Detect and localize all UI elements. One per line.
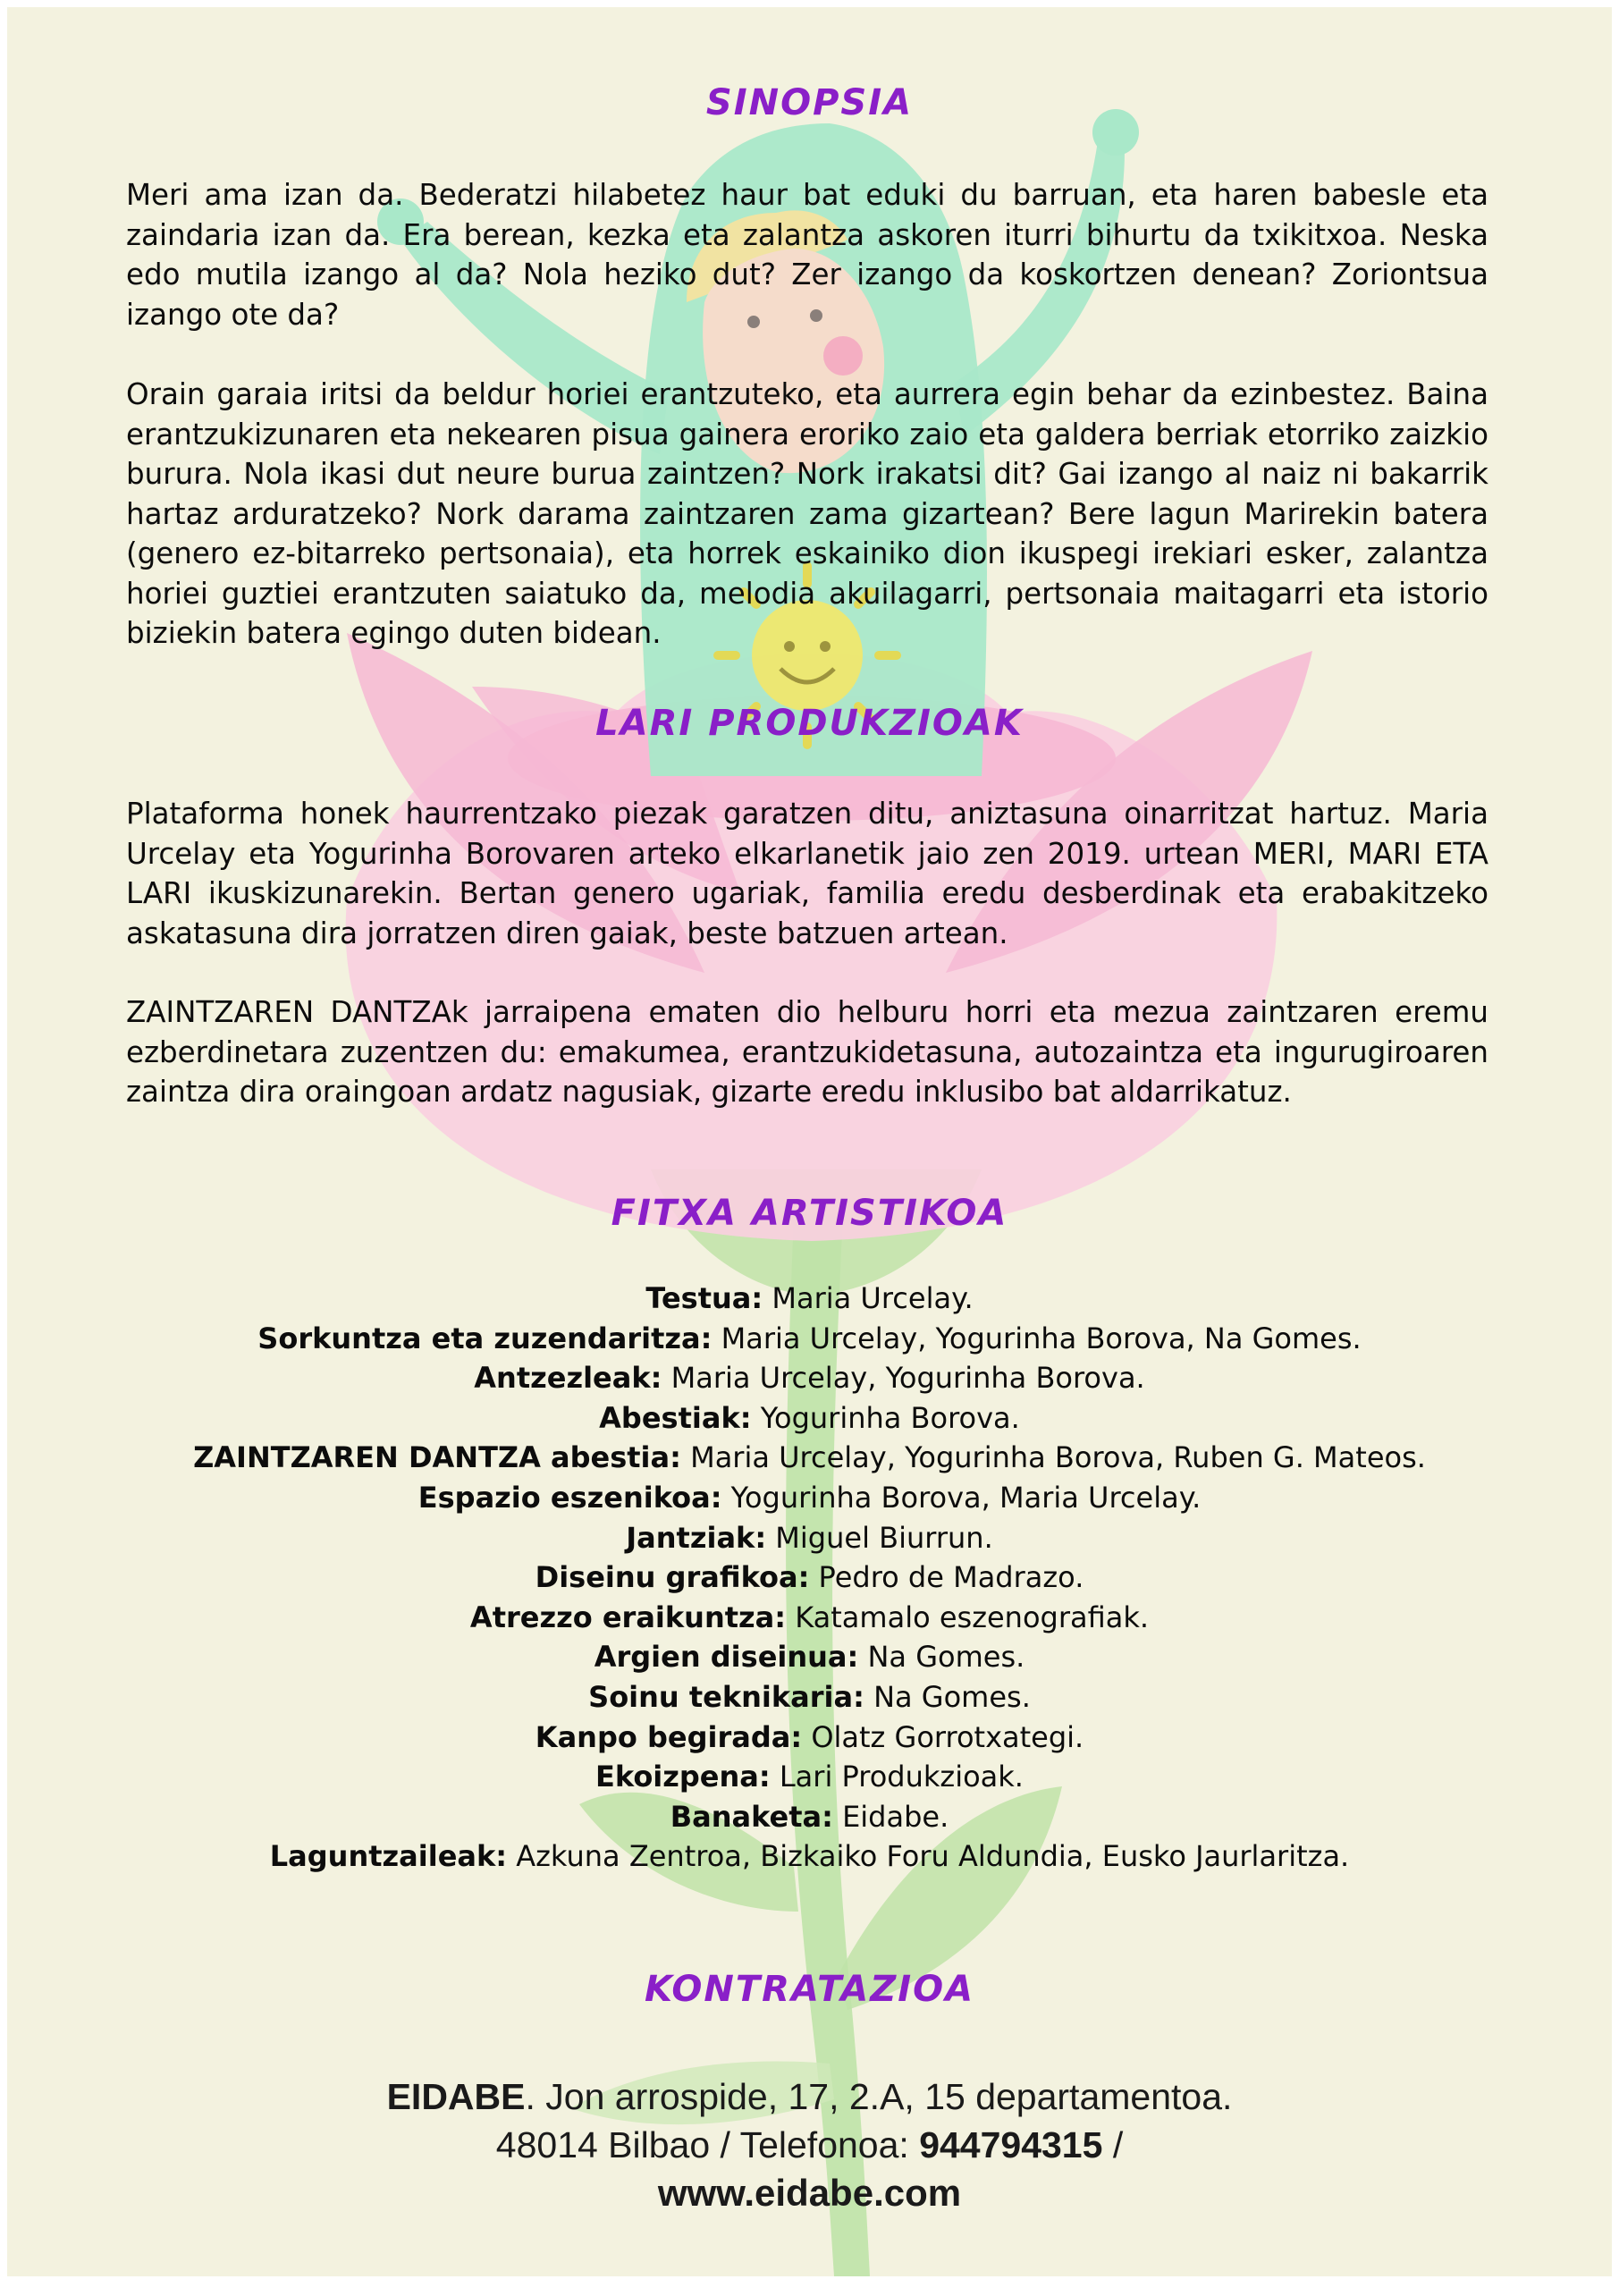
credit-line [141, 1518, 1478, 1558]
credit-value: Eidabe. [842, 1799, 949, 1834]
credit-line [141, 1637, 1478, 1677]
credit-role: Jantziak: [626, 1520, 767, 1555]
credit-role: Antzezleak: [474, 1361, 662, 1396]
credit-role: Atrezzo eraikuntza: [469, 1600, 787, 1634]
credit-role: Ekoizpena: [595, 1760, 771, 1794]
heading-fitxa-artistikoa: FITXA ARTISTIKOA [611, 1193, 1008, 1234]
credit-value: Lari Produkzioak. [779, 1760, 1024, 1794]
credit-value: Maria Urcelay. [772, 1281, 974, 1315]
credit-line [141, 1677, 1478, 1718]
credit-role: Laguntzaileak: [269, 1839, 508, 1874]
credits-list [141, 1279, 1478, 1877]
credit-line [141, 1797, 1478, 1837]
credit-role: Argien diseinua: [594, 1640, 859, 1675]
credit-line [141, 1319, 1478, 1359]
credit-line [141, 1836, 1478, 1877]
sinopsia-paragraph-1: Meri ama izan da. Bederatzi hilabetez haur bat eduki du barruan, eta haren babesle eta zaindaria izan da. Era berean, kezka eta zalantza askoren iturri bihurtu da txikitxoa. Neska edo mutila izango al da? Nola heziko dut? Zer izango da koskortzen denean? Zoriontsua izango ote da? [126, 178, 1488, 332]
credit-value: Maria Urcelay, Yogurinha Borova, Ruben G. Mateos. [690, 1440, 1426, 1475]
credit-value: Yogurinha Borova, Maria Urcelay. [730, 1480, 1202, 1515]
credit-role: Soinu teknikaria: [588, 1679, 864, 1714]
credit-value: Miguel Biurrun. [775, 1520, 993, 1555]
lari-paragraph-1: Plataforma honek haurrentzako piezak garatzen ditu, aniztasuna oinarritzat hartuz. Maria Urcelay eta Yogurinha Borovaren arteko elkarlanetik jaio zen 2019. urtean MERI, MARI ETA LARI ikuskizunarekin. Bertan genero ugariak, familia eredu desberdinak eta erabakitzeko askatasuna dira jorratzen diren gaiak, beste batzuen artean. [126, 797, 1488, 950]
credit-line [141, 1557, 1478, 1598]
credit-role: Sorkuntza eta zuzendaritza: [257, 1321, 713, 1355]
page [7, 7, 1612, 2276]
credit-line [141, 1398, 1478, 1439]
contact-address-line [7, 2072, 1612, 2121]
credit-role: Banaketa: [670, 1799, 833, 1834]
credit-value: Pedro de Madrazo. [818, 1560, 1084, 1595]
credit-value: Na Gomes. [873, 1679, 1031, 1714]
credit-role: Espazio eszenikoa: [417, 1480, 722, 1515]
credit-value: Na Gomes. [867, 1640, 1025, 1675]
credit-line [141, 1358, 1478, 1398]
sinopsia-paragraph-2: Orain garaia iritsi da beldur horiei erantzuteko, eta aurrera egin behar da ezinbestez. Baina erantzukizunaren eta nekearen pisua gainera eroriko zaio eta galdera berriak etorriko zaizkio burura. Nola ikasi dut neure burua zaintzen? Nork irakatsi dit? Gai izango al naiz ni bakarrik hartaz arduratzeko? Nork darama zaintzaren zama gizartean? Bere lagun Marirekin batera (genero ez-bitarreko pertsonaia), eta horrek eskainiko dion ikuspegi irekiari esker, zalantza horiei guztiei erantzuten saiatuko da, melodia akuilagarri, pertsonaia maitagarri eta istorio biziekin batera egingo duten bidean. [126, 377, 1488, 650]
credit-value: Maria Urcelay, Yogurinha Borova. [670, 1361, 1145, 1396]
credit-role: Diseinu grafikoa: [535, 1560, 810, 1595]
credit-value: Azkuna Zentroa, Bizkaiko Foru Aldundia, Eusko Jaurlaritza. [516, 1839, 1350, 1874]
heading-lari-produkzioak: LARI PRODUKZIOAK [595, 703, 1024, 744]
credit-line [141, 1757, 1478, 1797]
credit-value: Katamalo eszenografiak. [795, 1600, 1150, 1634]
heading-sinopsia: SINOPSIA [705, 82, 914, 123]
credit-role: ZAINTZAREN DANTZA abestia: [193, 1440, 681, 1475]
phone-number: 944794315 [919, 2124, 1103, 2165]
heading-kontratazioa: KONTRATAZIOA [644, 1969, 975, 2010]
credit-role: Testua: [645, 1281, 763, 1315]
document-content [7, 7, 1612, 2276]
credit-line [141, 1478, 1478, 1518]
credit-role: Abestiak: [599, 1400, 752, 1435]
company-name: EIDABE [386, 2076, 526, 2117]
credit-value: Maria Urcelay, Yogurinha Borova, Na Gomes. [721, 1321, 1362, 1355]
credit-line [141, 1598, 1478, 1638]
city-phone-label: 48014 Bilbao / Telefonoa: [495, 2124, 920, 2165]
credit-role: Kanpo begirada: [535, 1719, 803, 1754]
credit-value: Olatz Gorrotxategi. [811, 1719, 1084, 1754]
credit-line [141, 1438, 1478, 1478]
credit-value: Yogurinha Borova. [760, 1400, 1020, 1435]
credit-line [141, 1279, 1478, 1319]
contact-block [7, 2072, 1612, 2217]
phone-suffix: / [1102, 2124, 1124, 2165]
lari-paragraph-2: ZAINTZAREN DANTZAk jarraipena ematen dio helburu horri eta mezua zaintzaren eremu ezberdinetara zuzentzen du: emakumea, erantzukidetasuna, autozaintza eta ingurugiroaren zaintza dira oraingoan ardatz nagusiak, gizarte eredu inklusibo bat aldarrikatuz. [126, 995, 1488, 1109]
credit-line [141, 1718, 1478, 1758]
company-address: . Jon arrospide, 17, 2.A, 15 departamentoa. [525, 2076, 1233, 2117]
contact-phone-line [7, 2121, 1612, 2169]
website-link[interactable]: www.eidabe.com [657, 2172, 962, 2214]
